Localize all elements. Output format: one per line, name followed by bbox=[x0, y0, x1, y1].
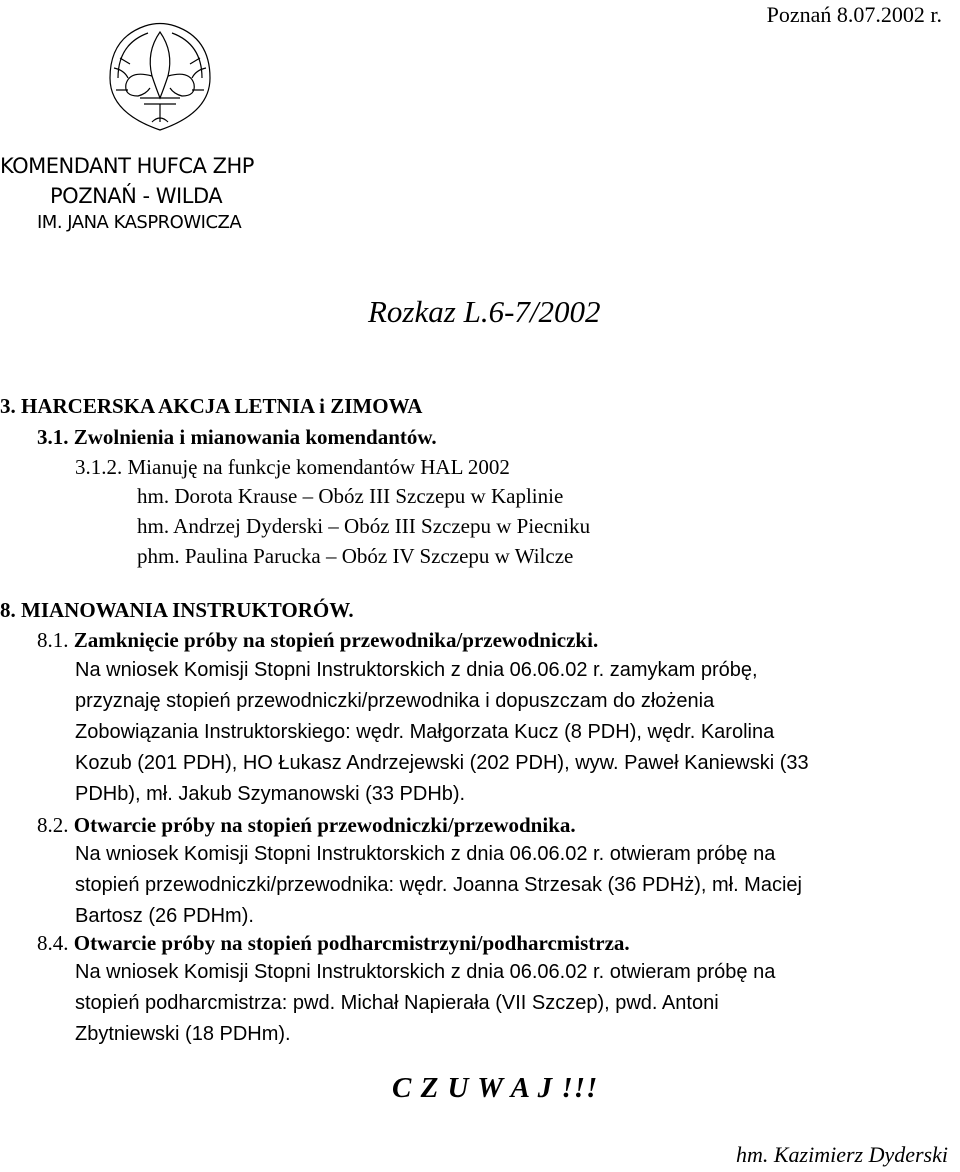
item-8-4-line: Zbytniewski (18 PDHm). bbox=[75, 1023, 291, 1045]
appointment-item: phm. Paulina Parucka – Obóz IV Szczepu w Wilcze bbox=[137, 544, 574, 568]
order-title: Rozkaz L.6-7/2002 bbox=[368, 294, 601, 329]
item-8-1-line: przyznaję stopień przewodniczki/przewodnika i dopuszczam do złożenia bbox=[75, 690, 715, 712]
item-title: Otwarcie próby na stopień przewodniczki/przewodnika. bbox=[73, 813, 576, 837]
org-name-line1: KOMENDANT HUFCA ZHP bbox=[0, 154, 254, 178]
section-3-heading: 3. HARCERSKA AKCJA LETNIA i ZIMOWA bbox=[0, 394, 423, 418]
signature: hm. Kazimierz Dyderski bbox=[735, 1142, 948, 1167]
item-number: 8.4. bbox=[37, 931, 69, 955]
item-8-2-line: Bartosz (26 PDHm). bbox=[75, 905, 254, 927]
appointment-item: hm. Dorota Krause – Obóz III Szczepu w Kaplinie bbox=[137, 484, 564, 508]
item-title: Zamknięcie próby na stopień przewodnika/przewodniczki. bbox=[73, 628, 599, 652]
document-date: Poznań 8.07.2002 r. bbox=[766, 2, 942, 27]
item-8-2-heading bbox=[37, 813, 576, 838]
item-8-1-line: Kozub (201 PDH), HO Łukasz Andrzejewski (202 PDH), wyw. Paweł Kaniewski (33 bbox=[75, 752, 809, 774]
item-number: 8.1. bbox=[37, 628, 69, 652]
item-8-4-line: stopień podharcmistrza: pwd. Michał Napierała (VII Szczep), pwd. Antoni bbox=[75, 992, 719, 1014]
section-8-heading: 8. MIANOWANIA INSTRUKTORÓW. bbox=[0, 598, 354, 622]
closing-salute: C Z U W A J !!! bbox=[392, 1072, 599, 1104]
fleur-de-lis-emblem-icon bbox=[100, 18, 220, 136]
org-name-line2: POZNAŃ - WILDA bbox=[50, 184, 223, 208]
item-8-1-line: Zobowiązania Instruktorskiego: wędr. Małgorzata Kucz (8 PDH), wędr. Karolina bbox=[75, 721, 775, 743]
section-3-1-heading: 3.1. Zwolnienia i mianowania komendantów. bbox=[37, 425, 437, 449]
item-8-2-line: stopień przewodniczki/przewodnika: wędr. Joanna Strzesak (36 PDHż), mł. Maciej bbox=[75, 874, 802, 896]
item-8-4-heading bbox=[37, 931, 630, 956]
item-8-1-heading bbox=[37, 628, 598, 653]
item-8-4-line: Na wniosek Komisji Stopni Instruktorskich z dnia 06.06.02 r. otwieram próbę na bbox=[75, 961, 776, 983]
org-name-line3: IM. JANA KASPROWICZA bbox=[37, 212, 242, 233]
item-title: Otwarcie próby na stopień podharcmistrzyni/podharcmistrza. bbox=[73, 931, 630, 955]
item-8-1-line: PDHb), mł. Jakub Szymanowski (33 PDHb). bbox=[75, 783, 466, 805]
item-8-2-line: Na wniosek Komisji Stopni Instruktorskich z dnia 06.06.02 r. otwieram próbę na bbox=[75, 843, 776, 865]
section-3-1-2-heading: 3.1.2. Mianuję na funkcje komendantów HAL 2002 bbox=[75, 455, 510, 479]
appointment-item: hm. Andrzej Dyderski – Obóz III Szczepu w Piecniku bbox=[137, 514, 591, 538]
item-number: 8.2. bbox=[37, 813, 69, 837]
item-8-1-line: Na wniosek Komisji Stopni Instruktorskich z dnia 06.06.02 r. zamykam próbę, bbox=[75, 659, 758, 681]
